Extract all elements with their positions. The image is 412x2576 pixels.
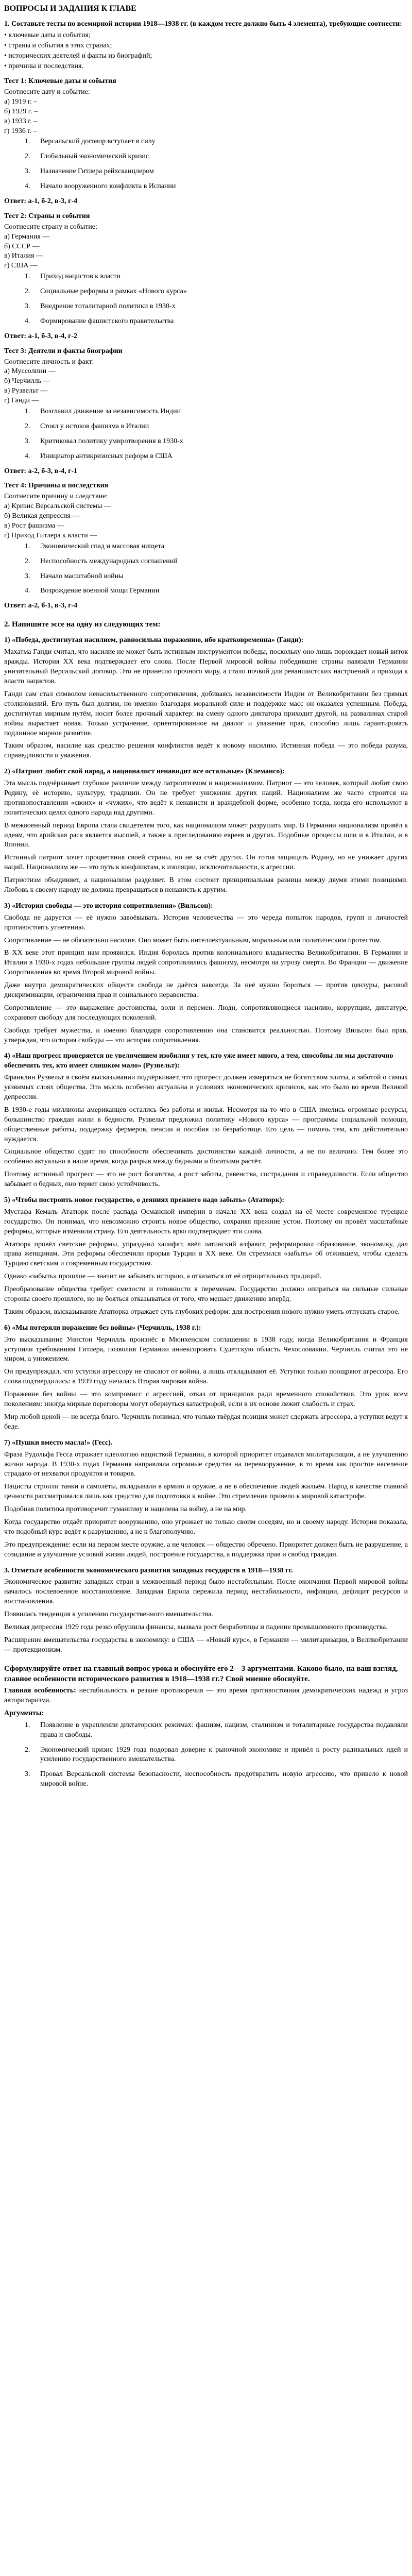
essays-section xyxy=(4,636,408,1655)
essay-paragraph: Поражение без войны — это компромисс с агрессией, отказ от принципов ради временного спокойствия. Это урок всем поколениям: иногда мирные переговоры могут обернуться катастрофой, если в их основе лежит слабость и страх. xyxy=(4,1391,408,1409)
test-answer: Ответ: а-1, б-2, в-3, г-4 xyxy=(4,197,78,205)
essay-paragraph: Таким образом, высказывание Ататюрка отражает суть глубоких реформ: для построения нового нужно уметь отпускать старое. xyxy=(4,1308,400,1316)
argument-item: 3. Провал Версальской системы безопасности, неспособность предотвратить новую агрессию, что привело к новой мировой войне. xyxy=(25,1770,408,1788)
choice-text: Возрождение военной мощи Германии xyxy=(40,587,160,595)
test-choices xyxy=(4,542,408,597)
test-prompt: Соотнесите страну и событие: xyxy=(4,223,98,231)
test-choice xyxy=(4,422,408,432)
choice-number: 3. xyxy=(25,437,30,445)
test-choice xyxy=(4,317,408,327)
essay-paragraph: Однако «забыть» прошлое — значит не забывать историю, а отказаться от её отрицательных традиций. xyxy=(4,1273,322,1281)
choice-text: Начало масштабной войны xyxy=(40,572,124,580)
essay-paragraph: В 1930-е годы миллионы американцев остались без работы и жилья. Несмотря на то что в США имелись огромные ресурсы, большинство граждан жили в бедности. Рузвельт предложил политику «Нового курса» — программы социальной помощи, общественные работы, поддержку фермеров, пенсии и пособия по безработице. Его цель — помочь тем, кто действительно нуждается. xyxy=(4,1106,408,1143)
argument-item: 1. Появление в укреплении диктаторских режимах: фашизм, нацизм, сталинизм и тоталитарные государства подавляли права и свободы. xyxy=(25,1721,408,1739)
task1-list xyxy=(4,31,408,72)
task1-title: 1. Составьте тесты по всемирной истории 1918—1938 гг. (в каждом тесте должно быть 4 элемента), требующие соотнести: xyxy=(4,20,402,28)
essay-paragraph: В XX веке этот принцип нам проявился. Индия боролась против колониального владычества Великобритании. В Германии и Италии в 1930-х годах небольшие группы людей сопротивлялись фашизму, несмотря на угрозу смерти. Во Франции — движение Сопротивления во время Второй мировой войны. xyxy=(4,949,408,977)
essay-paragraph: Ганди сам стал символом ненасильственного сопротивления, добиваясь независимости Индии от Великобритании без прямых столкновений. Его путь был долгим, но именно благодаря моральной силе и поддержке масс он оказался успешным. Победа, достигнутая мирным путём, носит более прочный характер: на смену одного диктатора приходит другой, на развалинах старой войны вырастает новая. Только устранение, ориентированное на диалог и уважение прав, способно лишь гарантировать подлинное мирное развитие. xyxy=(4,690,408,737)
choice-number: 3. xyxy=(25,572,30,580)
test-choice xyxy=(4,287,408,297)
essay-paragraph: Это высказывание Уинстон Черчилль произнёс в Мюнхенском соглашении в 1938 году, когда Великобритания и Франция уступили требованиям Гитлера, позволив Германии аннексировать Судетскую область Чехословакии. Черчилль считал это не миром, а унижением. xyxy=(4,1335,408,1363)
test-prompt: Соотнесите дату и событие: xyxy=(4,88,90,96)
essay-paragraph: Он предупреждал, что уступки агрессору не спасают от войны, а лишь откладывают её. Уступки только поощряют агрессора. Его слова подтвердились: в 1939 году началась Вторая мировая война. xyxy=(4,1368,408,1386)
essay-paragraph: Таким образом, насилие как средство решения конфликтов ведёт к новому насилию. Истинная победа — это победа разума, справедливости и уважения. xyxy=(4,742,408,760)
test-answer: Ответ: а-1, б-3, в-4, г-2 xyxy=(4,332,78,340)
essay-paragraph: Свобода требует мужества, и именно благодаря сопротивлению она становится реальностью. Поэтому Вильсон был прав, утверждая, что история свободы — это история сопротивления. xyxy=(4,1026,408,1044)
essay-paragraph: В межвоенный период Европа стала свидетелем того, как национализм может разрушать мир. В Германии национализм привёл к идеям, что арийская раса является высшей, а также к преследованию евреев и других. Подобные процессы шли и в Италии, и в Японии. xyxy=(4,821,408,849)
choice-text: Глобальный экономический кризис xyxy=(40,152,149,161)
essay-paragraph: Экономическое развитие западных стран в межвоенный период было нестабильным. После окончания Первой мировой войны началось послевоенное восстановление. Западная Европа пережила период нестабильности, инфляции, дефицит ресурсов и восстановления. xyxy=(4,1578,408,1606)
test-choice xyxy=(4,182,408,192)
test-label: г) Приход Гитлера к власти — xyxy=(4,531,97,539)
test-label: в) Италия — xyxy=(4,252,43,260)
essay-title: 6) «Мы потеряли поражение без войны» (Черчилль, 1938 г.): xyxy=(4,1324,201,1332)
test-label: в) 1933 г. – xyxy=(4,117,38,125)
essay-paragraph: Фраза Рудольфа Гесса отражает идеологию нацисткой Германии, в которой приоритет отдавался милитаризации, а не улучшению жизни народа. В 1930-х годах Германия направляла огромные средства на перевооружение, в то время как простое население страдало от нехватки продуктов и товаров. xyxy=(4,1450,408,1478)
essay-paragraph: Расширение вмешательства государства в экономику: в США — «Новый курс», в Германии — милитаризация, в Великобритании — протекционизм. xyxy=(4,1636,408,1654)
test-label: г) США — xyxy=(4,262,38,270)
test-label: в) Рузвельт — xyxy=(4,387,48,395)
essay-paragraph: Патриотизм объединяет, а национализм разделяет. В этом состоит принципиальная разница между двумя этими позициями. Любовь к своему народу не должна превращаться в ненависть к другим. xyxy=(4,876,408,894)
choice-number: 3. xyxy=(25,302,30,310)
test-choice xyxy=(4,586,408,596)
test-title: Тест 4: Причины и последствия xyxy=(4,482,109,490)
test-choice xyxy=(4,152,408,162)
essay-paragraph: Сопротивление — это выражение достоинства, воли и перемен. Люди, сопротивляющиеся насилию, коррупции, диктатуре, сохраняют свободу для последующих поколений. xyxy=(4,1004,408,1022)
choice-number: 1. xyxy=(25,542,30,550)
choice-text: Приход нацистов к власти xyxy=(40,273,121,281)
test-choice xyxy=(4,437,408,447)
test-label: г) 1936 г. – xyxy=(4,127,37,135)
essay-paragraph: Мир любой ценой — не всегда благо. Черчилль понимал, что только твёрдая позиция может сдержать агрессора, а уступки ведут к беде. xyxy=(4,1413,408,1431)
essay-paragraph: Мустафа Кемаль Ататюрк после распада Османской империи в начале XX века создал на её месте современное турецкое государство. Он понимал, что невозможно строить новое общество, сохраняя прежние устои. Поэтому он провёл масштабные реформы, которые изменили страну. Его деятельность ярко подтверждает эти слова. xyxy=(4,1208,408,1235)
essay-paragraph: Подобная политика противоречит гуманизму и нацелена на войну, а не на мир. xyxy=(4,1505,247,1514)
essay-paragraph: Поэтому истинный прогресс — это не рост богатства, а рост заботы, равенства, сострадания и справедливости. Если общество забывает о бедных, оно теряет свою устойчивость. xyxy=(4,1171,408,1189)
test-label: б) 1929 г. – xyxy=(4,107,38,115)
essay-title: 3) «История свободы — это история сопротивления» (Вильсон): xyxy=(4,902,213,910)
arguments-label: Аргументы: xyxy=(4,1709,44,1717)
essay-title: 2) «Патриот любит свой народ, а националист ненавидит все остальные» (Клемансо): xyxy=(4,768,285,776)
choice-text: Стоял у истоков фашизма в Италии xyxy=(40,422,149,430)
task1-item: • страны и события в этих странах; xyxy=(4,42,112,50)
essay-paragraph: Когда государство отдаёт приоритет вооружению, оно угрожает не только своим соседям, но и своему народу. История показала, что подобный курс ведёт к разрушению, а не к благополучию. xyxy=(4,1518,408,1536)
choice-number: 4. xyxy=(25,317,30,325)
essay-paragraph: Истинный патриот хочет процветания своей страны, но не за счёт других. Он готов защищать Родину, но не унижает других наций. Национализм же — это путь к конфликтам, к изоляции, исключительности, к агрессии. xyxy=(4,854,408,872)
choice-number: 4. xyxy=(25,587,30,595)
task1-item: • ключевые даты и события; xyxy=(4,31,91,40)
essay-paragraph: Махатма Ганди считал, что насилие не может быть истинным инструментом победы, поскольку оно лишь порождает новый виток вражды. История XX века подтверждает его слова. После Первой мировой войны победившие страны навязали Германии унизительный Версальский договор. Это не принесло прочного миру, а стало почвой для реваншистских настроений и прихода к власти нацистов. xyxy=(4,648,408,686)
choice-number: 4. xyxy=(25,182,30,191)
choice-number: 2. xyxy=(25,152,30,161)
test-label: г) Ганди — xyxy=(4,397,39,405)
choice-text: Версальский договор вступает в силу xyxy=(40,138,156,146)
final-conclusion xyxy=(4,1686,408,1706)
test-title: Тест 2: Страны и события xyxy=(4,212,90,220)
test-title: Тест 1: Ключевые даты и события xyxy=(4,77,116,86)
test-answer: Ответ: а-2, б-3, в-4, г-1 xyxy=(4,467,78,475)
essay-paragraph: Свобода не даруется — её нужно завоёвывать. История человечества — это череда попыток народов, групп и личностей противостоять угнетению. xyxy=(4,913,408,931)
argument-text: Экономический кризис 1929 года подорвал доверие к рыночной экономике и привёл к росту радикальных идей и усилению государственного вмешательства. xyxy=(40,1745,408,1764)
essay-paragraph: Даже внутри демократических обществ свобода не даётся навсегда. За неё нужно бороться — против цензуры, расовой дискриминации, ограничения прав и социального неравенства. xyxy=(4,981,408,999)
essay-paragraph: Преобразование общества требует смелости и готовности к переменам. Государство должно опираться на сильные сильные стороны своего прошлого, но не бояться отказываться от того, что мешает движению вперёд. xyxy=(4,1285,408,1303)
test-label: а) Кризис Версальской системы — xyxy=(4,502,111,511)
test-choice xyxy=(4,167,408,177)
test-choice xyxy=(4,542,408,552)
choice-number: 2. xyxy=(25,557,30,565)
choice-text: Экономический спад и массовая нищета xyxy=(40,542,165,550)
choice-text: Инициатор антикризисных реформ в США xyxy=(40,452,173,460)
test-choices xyxy=(4,137,408,192)
test-title: Тест 3: Деятели и факты биографии xyxy=(4,347,123,355)
test-answer: Ответ: а-2, б-1, в-3, г-4 xyxy=(4,602,78,610)
essay-title: 3. Отметьте особенности экономического развития западных государств в 1918—1938 гг. xyxy=(4,1566,293,1574)
choice-number: 1. xyxy=(25,407,30,415)
argument-text: Провал Версальской системы безопасности, неспособность предотвратить новую агрессию, что привело к новой мировой войне. xyxy=(40,1770,408,1788)
choice-number: 1. xyxy=(25,273,30,281)
page-title: ВОПРОСЫ И ЗАДАНИЯ К ГЛАВЕ xyxy=(4,4,136,13)
argument-item: 2. Экономический кризис 1929 года подорвал доверие к рыночной экономике и привёл к росту радикальных идей и усилению государственного вмешательства. xyxy=(25,1745,408,1764)
task1-item: • причины и последствия. xyxy=(4,62,83,71)
essay-paragraph: Появилась тенденция к усилению государственного вмешательства. xyxy=(4,1611,213,1619)
argument-text: Появление в укреплении диктаторских режимах: фашизм, нацизм, сталинизм и тоталитарные государства подавляли права и свободы. xyxy=(40,1721,408,1739)
choice-text: Формирование фашистского правительства xyxy=(40,317,174,325)
test-label: б) СССР — xyxy=(4,242,40,250)
arguments-list xyxy=(4,1721,408,1789)
essay-title: 4) «Наш прогресс проверяется не увеличением изобилия у тех, кто уже имеет много, а тем, способны ли мы достаточно обеспечить тех, кто имеет слишком мало» (Рузвельт): xyxy=(4,1052,393,1070)
test-label: б) Великая депрессия — xyxy=(4,512,80,520)
essay-paragraph: Великая депрессия 1929 года резко обрушила финансы, вызвала рост безработицы и падение промышленного производства. xyxy=(4,1623,388,1631)
choice-text: Внедрение тоталитарной политики в 1930-х xyxy=(40,302,176,310)
task1-item: • исторических деятелей и факты из биографий; xyxy=(4,52,152,60)
choice-number: 3. xyxy=(25,167,30,176)
test-choices xyxy=(4,272,408,327)
test-choice xyxy=(4,557,408,567)
essay-paragraph: Ататюрк провёл светские реформы, упразднил халифат, ввёл латинский алфавит, реформировал образование, экономику, дал права женщинам. Эти реформы обеспечили прорыв Турции в XX веке. Он стремился «забыть» об отжившем, чтобы сделать Турцию светским и современным государством. xyxy=(4,1240,408,1268)
conclusion-text: нестабильность и резкие противоречия — это время противостояния демократических надежд и угроз авторитаризма. xyxy=(4,1687,408,1705)
choice-number: 2. xyxy=(25,287,30,296)
test-choice xyxy=(4,137,408,147)
test-choice xyxy=(4,452,408,462)
choice-number: 1. xyxy=(25,138,30,146)
test-label: а) Германия — xyxy=(4,232,50,241)
test-choice xyxy=(4,302,408,312)
essay-paragraph: Социальное общество судят по способности обеспечивать достоинство каждой личности, а не по величию. Тем более это особенно актуально в наше время, когда разрыв между бедными и богатыми растёт. xyxy=(4,1148,408,1166)
test-choice xyxy=(4,272,408,282)
choice-text: Неспособность международных соглашений xyxy=(40,557,178,565)
test-choices xyxy=(4,407,408,462)
choice-number: 4. xyxy=(25,452,30,460)
choice-number: 2. xyxy=(25,422,30,430)
test-choice xyxy=(4,572,408,582)
test-label: а) 1919 г. – xyxy=(4,97,38,106)
task2-title: 2. Напишите эссе на одну из следующих тем: xyxy=(4,620,161,629)
essay-title: 1) «Победа, достигнутая насилием, равносильна поражению, ибо кратковременна» (Ганди): xyxy=(4,636,304,645)
essay-paragraph: Франклин Рузвельт в своём высказывании подчёркивает, что прогресс должен измеряться не богатством элиты, а заботой о самых уязвимых слоях общества. Эта мысль особенно актуальна в условиях экономических кризисов, как это было во время Великой депрессии. xyxy=(4,1074,408,1101)
essay-paragraph: Эта мысль подчёркивает глубокое различие между патриотизмом и национализмом. Патриот — это человек, который любит свою Родину, её историю, культуру, традиции. Он не требует унижения других наций. Национализм же часто строится на противопоставлении «своих» и «чужих», что ведёт к ненависти и враждебной форме, особенно тогда, когда его используют в политических целях одного народа над другими. xyxy=(4,779,408,817)
conclusion-label: Главная особенность: xyxy=(4,1687,76,1695)
essay-title: 7) «Пушки вместо масла!» (Гесс). xyxy=(4,1438,113,1447)
test-prompt: Соотнесите причину и следствие: xyxy=(4,493,108,501)
tests-section xyxy=(4,77,408,611)
test-prompt: Соотнесите личность и факт: xyxy=(4,358,94,366)
choice-text: Начало вооруженного конфликта в Испании xyxy=(40,182,176,191)
test-label: б) Черчилль — xyxy=(4,377,50,385)
final-question: Сформулируйте ответ на главный вопрос урока и обоснуйте его 2—3 аргументами. Каково было, на ваш взгляд, главное особенности исторического развития в 1918—1938 гг.? Свой мнение обоснуйте. xyxy=(4,1664,398,1683)
essay-title: 5) «Чтобы построить новое государство, о деяниях прежнего надо забыть» (Ататюрк): xyxy=(4,1196,285,1205)
test-label: в) Рост фашизма — xyxy=(4,522,64,530)
essay-paragraph: Нацисты строили танки и самолёты, вкладывали в армию и оружие, а не в обеспечение людей жильём. Народ в качестве главной ценности рассматривался лишь как средство для подготовки к войне. Это стремление привело к мировой катастрофе. xyxy=(4,1483,408,1501)
choice-text: Назначение Гитлера рейхсканцлером xyxy=(40,167,154,176)
choice-text: Социальные реформы в рамках «Нового курса» xyxy=(40,287,187,296)
essay-paragraph: Это предупреждение: если на первом месте оружие, а не человек — общество обречено. Приоритет должен быть не разрушение, а созидание и улучшение условий жизни людей, построение государства, а поддержка прав и свобод граждан. xyxy=(4,1540,408,1558)
essay-paragraph: Сопротивление — не обязательно насилие. Оно может быть интеллектуальным, моральным или политическим протестом. xyxy=(4,936,382,944)
test-label: а) Муссолини — xyxy=(4,367,56,376)
choice-text: Возглавил движение за независимость Индии xyxy=(40,407,181,415)
choice-text: Критиковал политику умиротворения в 1930-х xyxy=(40,437,183,445)
test-choice xyxy=(4,407,408,417)
